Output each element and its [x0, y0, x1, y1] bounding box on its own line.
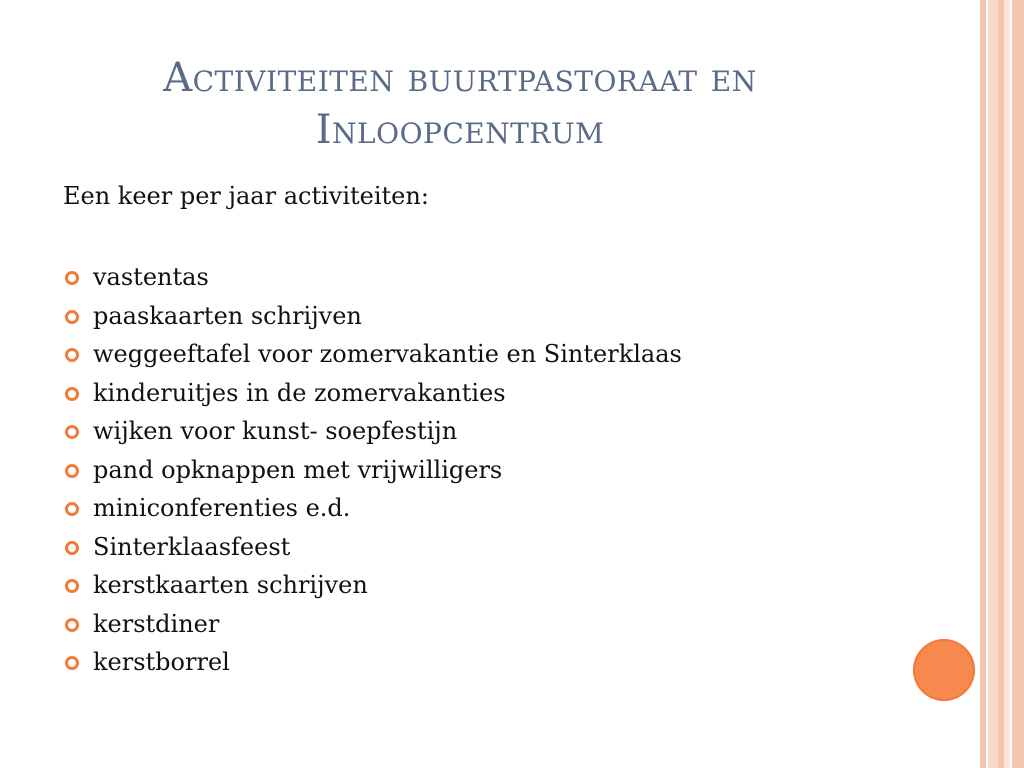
list-item [63, 335, 682, 374]
list-item [63, 566, 682, 605]
list-item-text: kerstborrel [93, 648, 230, 676]
slide-title-line-1: Activiteiten buurtpastoraat en [163, 55, 757, 101]
list-item-text: miniconferenties e.d. [93, 494, 351, 522]
decorative-stripe [1012, 0, 1024, 768]
bullet-list [63, 258, 682, 682]
list-item [63, 297, 682, 336]
decorative-stripe [980, 0, 986, 768]
list-item-text: kerstkaarten schrijven [93, 571, 368, 599]
bullet-icon [65, 656, 79, 670]
list-item-text: pand opknappen met vrijwilligers [93, 455, 503, 484]
bullet-icon [65, 618, 79, 632]
slide-title [60, 52, 860, 156]
bullet-icon [65, 310, 79, 324]
orange-circle-decoration [913, 639, 975, 701]
list-item [63, 643, 682, 682]
list-item [63, 374, 682, 413]
bullet-icon [65, 425, 79, 439]
bullet-icon [65, 271, 79, 285]
list-item-text: kerstdiner [93, 609, 220, 638]
list-item-text: vastentas [93, 263, 209, 291]
decorative-stripe [988, 0, 998, 768]
list-item-text: wijken voor kunst- soepfestijn [93, 417, 458, 445]
bullet-icon [65, 348, 79, 362]
list-item-text: paaskaarten schrijven [93, 301, 362, 330]
intro-text: Een keer per jaar activiteiten: [63, 182, 429, 210]
bullet-icon [65, 541, 79, 555]
list-item [63, 258, 682, 297]
list-item [63, 528, 682, 567]
list-item [63, 605, 682, 644]
list-item-text: Sinterklaasfeest [93, 532, 291, 561]
bullet-icon [65, 387, 79, 401]
bullet-icon [65, 579, 79, 593]
slide-title-line-2: Inloopcentrum [315, 107, 605, 153]
list-item-text: weggeeftafel voor zomervakantie en Sinterklaas [93, 340, 682, 368]
list-item-text: kinderuitjes in de zomervakanties [93, 378, 506, 407]
list-item [63, 451, 682, 490]
list-item [63, 412, 682, 451]
list-item [63, 489, 682, 528]
decorative-stripe [1004, 0, 1010, 768]
bullet-icon [65, 502, 79, 516]
bullet-icon [65, 464, 79, 478]
